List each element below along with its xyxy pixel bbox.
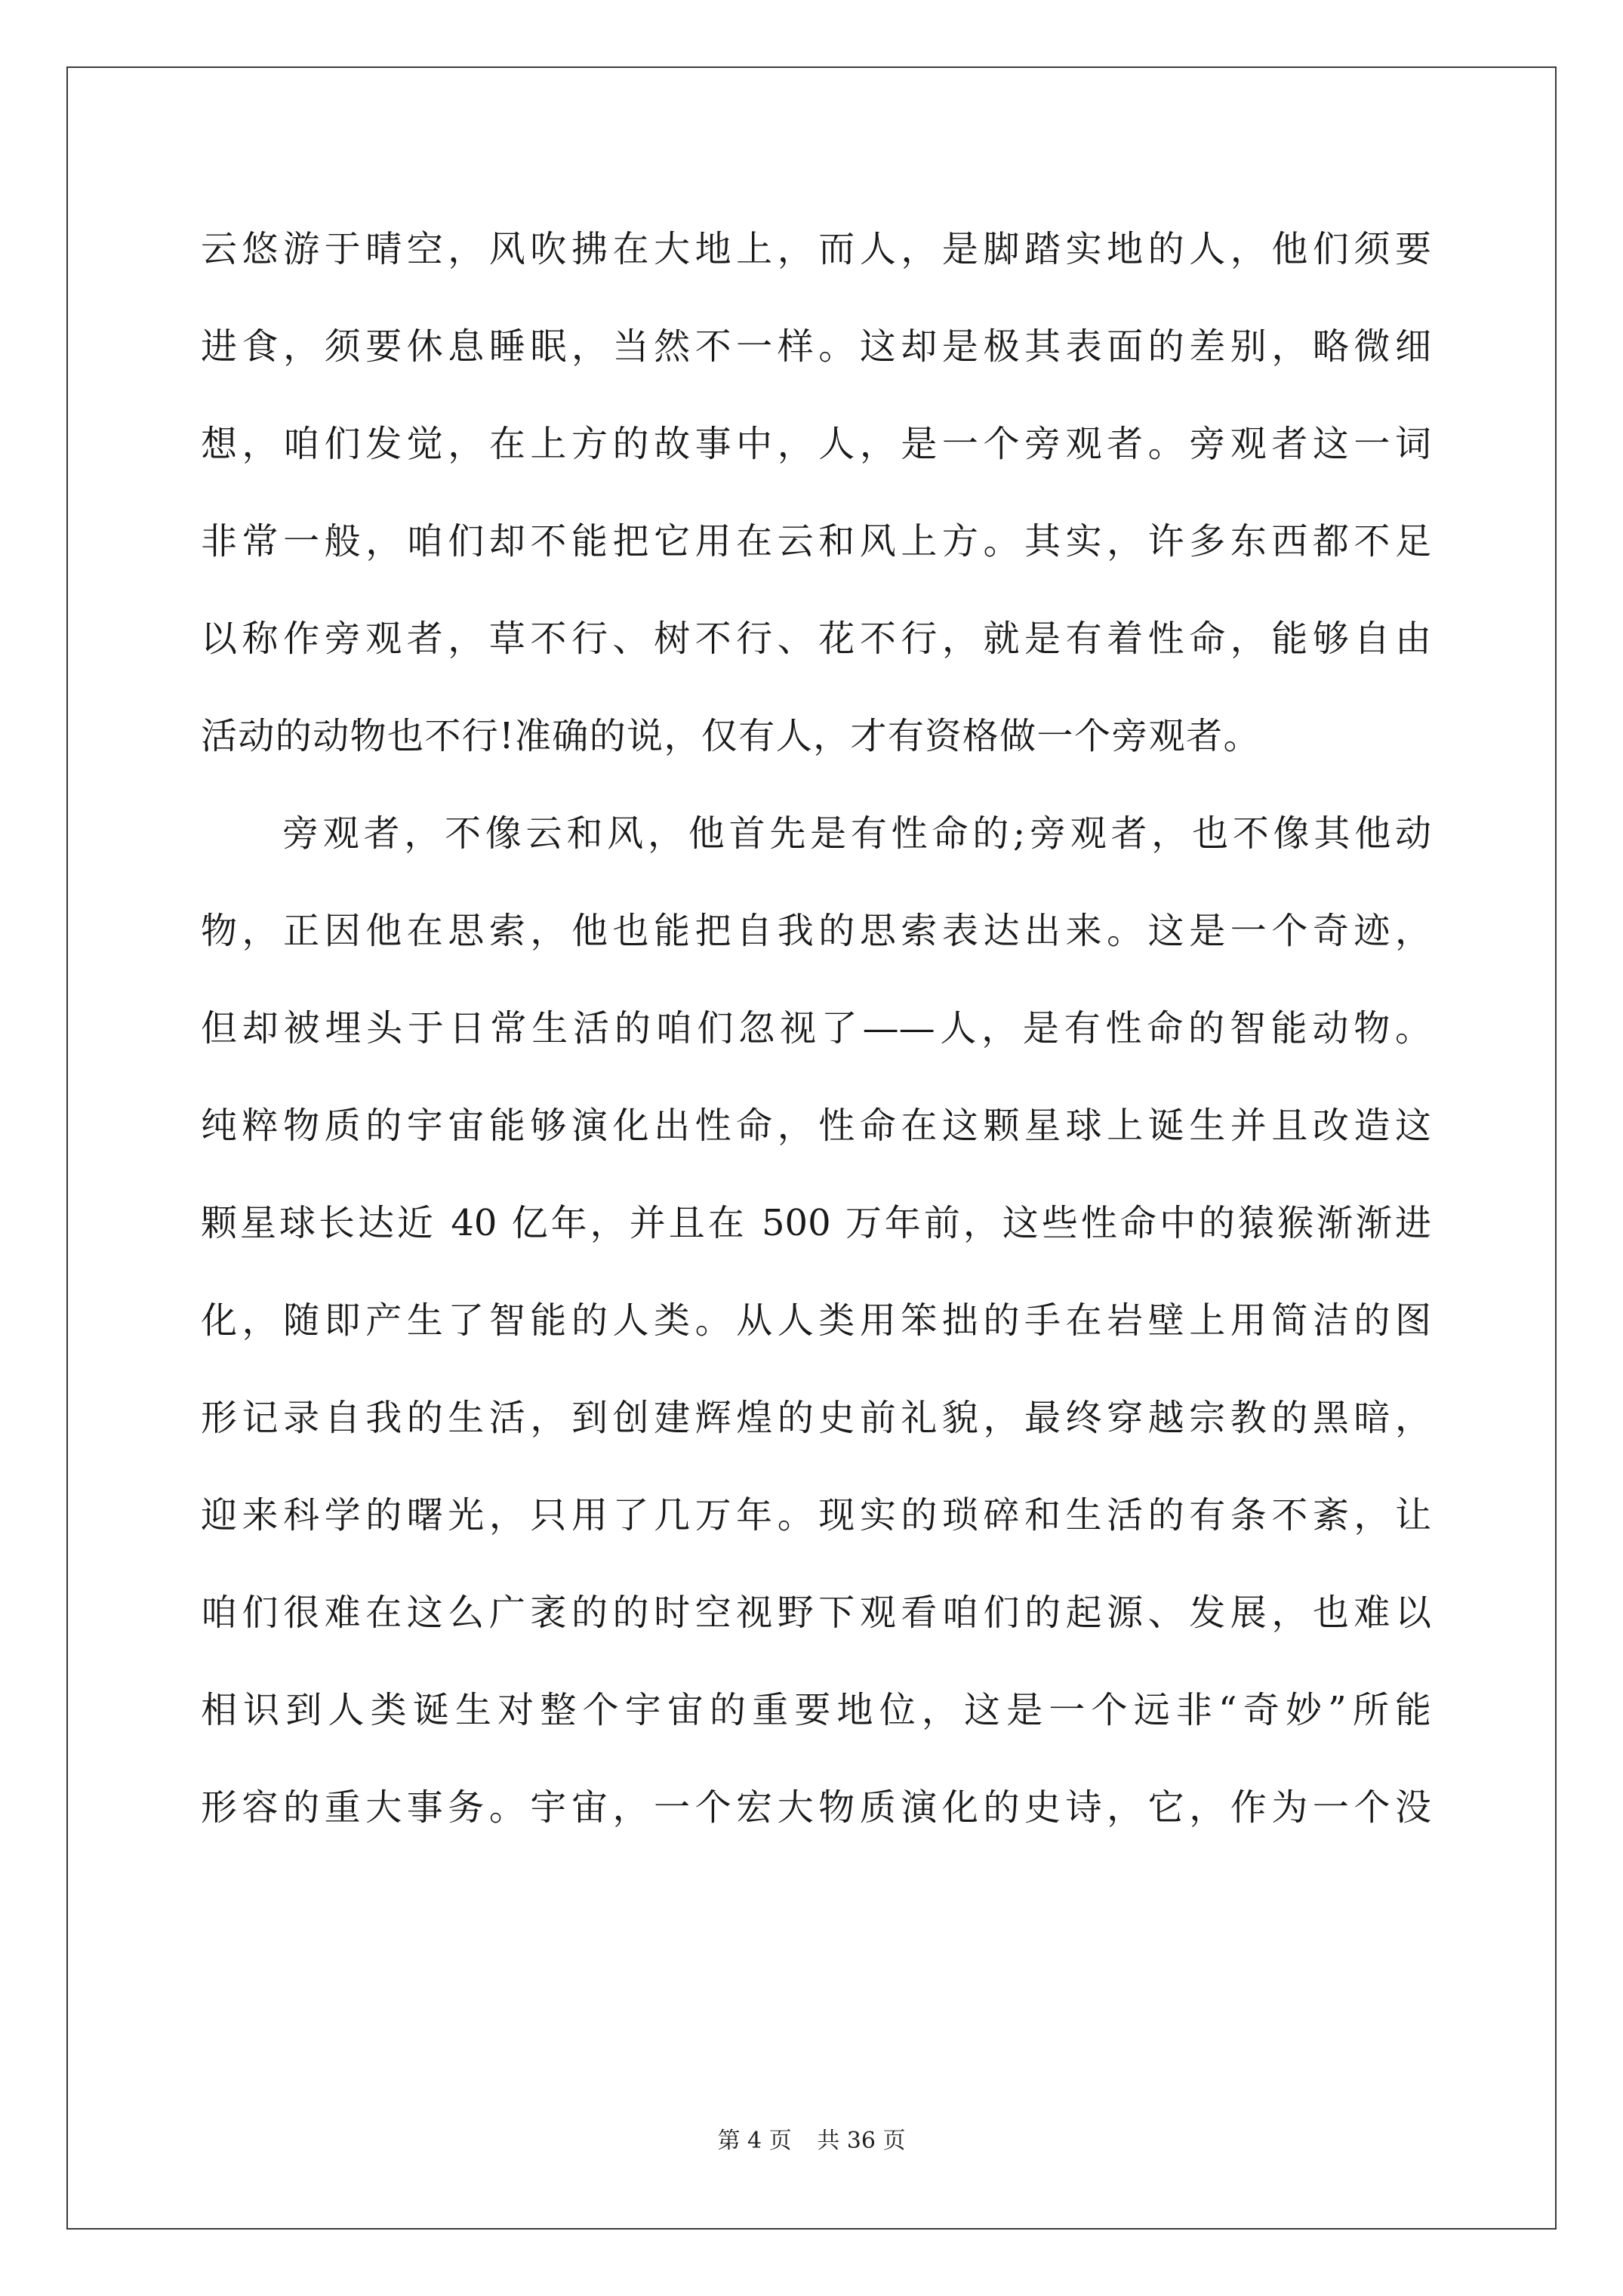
text-line: 物，正因他在思索，他也能把自我的思索表达出来。这是一个奇迹， bbox=[201, 910, 1431, 952]
text-line: 纯粹物质的宇宙能够演化出性命，性命在这颗星球上诞生并且改造这 bbox=[201, 1105, 1431, 1147]
text-line: 以称作旁观者，草不行、树不行、花不行，就是有着性命，能够自由 bbox=[201, 618, 1431, 660]
text-line: 形记录自我的生活，到创建辉煌的史前礼貌，最终穿越宗教的黑暗， bbox=[201, 1397, 1431, 1439]
page-number: 第 4 页 bbox=[717, 2128, 792, 2154]
text-line: 迎来科学的曙光，只用了几万年。现实的琐碎和生活的有条不紊，让 bbox=[201, 1494, 1431, 1536]
page-footer bbox=[0, 2122, 1623, 2155]
text-line: 旁观者，不像云和风，他首先是有性命的;旁观者，也不像其他动 bbox=[282, 812, 1431, 855]
text-line: 形容的重大事务。宇宙，一个宏大物质演化的史诗，它，作为一个没 bbox=[201, 1786, 1431, 1829]
text-line: 咱们很难在这么广袤的的时空视野下观看咱们的起源、发展，也难以 bbox=[201, 1592, 1431, 1634]
text-line: 相识到人类诞生对整个宇宙的重要地位，这是一个远非“奇妙”所能 bbox=[201, 1689, 1431, 1731]
text-line: 活动的动物也不行!准确的说，仅有人，才有资格做一个旁观者。 bbox=[201, 715, 1261, 757]
text-line: 进食，须要休息睡眠，当然不一样。这却是极其表面的差别，略微细 bbox=[201, 325, 1431, 368]
body-text bbox=[201, 211, 1431, 1867]
text-line: 化，随即产生了智能的人类。从人类用笨拙的手在岩壁上用简洁的图 bbox=[201, 1299, 1431, 1342]
text-line: 但却被埋头于日常生活的咱们忽视了——人，是有性命的智能动物。 bbox=[201, 1007, 1431, 1049]
text-line: 云悠游于晴空，风吹拂在大地上，而人，是脚踏实地的人，他们须要 bbox=[201, 228, 1431, 270]
page-total: 共 36 页 bbox=[817, 2128, 906, 2154]
text-line: 颗星球长达近 40 亿年，并且在 500 万年前，这些性命中的猿猴渐渐进 bbox=[201, 1202, 1431, 1244]
text-line: 想，咱们发觉，在上方的故事中，人，是一个旁观者。旁观者这一词 bbox=[201, 423, 1431, 465]
text-line: 非常一般，咱们却不能把它用在云和风上方。其实，许多东西都不足 bbox=[201, 520, 1431, 562]
